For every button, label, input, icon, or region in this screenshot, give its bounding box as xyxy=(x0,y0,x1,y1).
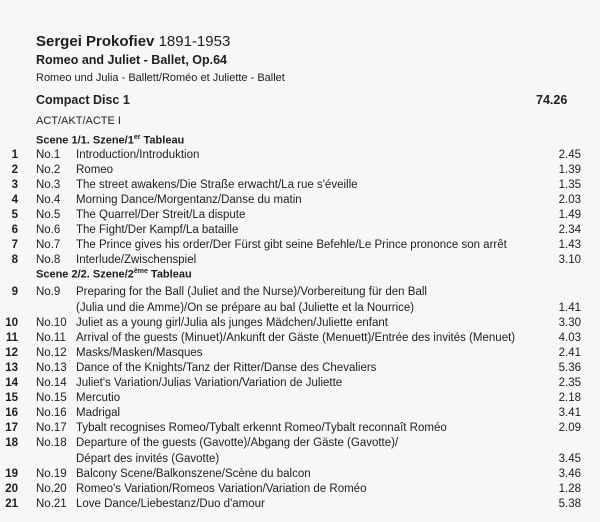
scene-heading-main: Scene 2/2. Szene/2 xyxy=(36,268,134,281)
track-number: 14 xyxy=(5,377,18,389)
track-duration: 4.03 xyxy=(558,332,581,344)
track-row-continuation xyxy=(0,301,600,315)
track-number: 18 xyxy=(5,437,18,449)
track-number: 3 xyxy=(11,179,18,191)
movement-number: No.17 xyxy=(36,422,67,434)
track-row xyxy=(0,467,600,481)
track-number: 16 xyxy=(5,407,18,419)
track-row xyxy=(0,148,600,162)
track-title: Romeo's Variation/Romeos Variation/Variation de Roméo xyxy=(76,483,367,495)
movement-number: No.21 xyxy=(36,498,67,510)
track-number: 2 xyxy=(11,164,18,176)
track-title: Masks/Masken/Masques xyxy=(76,347,203,359)
track-duration: 2.45 xyxy=(558,149,581,161)
track-title: The street awakens/Die Straße erwacht/La rue s'éveille xyxy=(76,179,358,191)
track-title: Madrigal xyxy=(76,407,121,419)
track-title: The Quarrel/Der Streit/La dispute xyxy=(76,209,246,221)
track-duration: 3.41 xyxy=(558,407,581,419)
track-duration: 1.39 xyxy=(558,164,581,176)
movement-number: No.13 xyxy=(36,362,67,374)
track-duration: 5.38 xyxy=(558,498,581,510)
track-row xyxy=(0,346,600,360)
track-title: Juliet's Variation/Julias Variation/Variation de Juliette xyxy=(76,377,343,389)
track-title: Balcony Scene/Balkonszene/Scène du balcon xyxy=(76,468,311,480)
track-number: 21 xyxy=(5,498,18,510)
track-title: Preparing for the Ball (Juliet and the Nurse)/Vorbereitung für den Ball xyxy=(76,286,427,298)
track-duration: 5.36 xyxy=(558,362,581,374)
track-duration: 1.35 xyxy=(558,179,581,191)
scene-heading-2 xyxy=(36,268,192,281)
track-title: Love Dance/Liebestanz/Duo d'amour xyxy=(76,498,265,510)
track-row xyxy=(0,361,600,375)
track-number: 1 xyxy=(11,149,18,161)
track-number: 11 xyxy=(5,332,18,344)
track-duration: 1.49 xyxy=(558,209,581,221)
track-row xyxy=(0,178,600,192)
movement-number: No.8 xyxy=(36,254,61,266)
track-row xyxy=(0,253,600,267)
track-duration: 1.41 xyxy=(558,301,581,314)
track-title: Arrival of the guests (Minuet)/Ankunft der Gäste (Menuett)/Entrée des invités (Menuet) xyxy=(76,332,516,344)
track-number: 6 xyxy=(11,224,18,236)
track-title: The Prince gives his order/Der Fürst gibt seine Befehle/Le Prince prononce son arrêt xyxy=(76,239,507,251)
track-number: 10 xyxy=(5,317,18,329)
scene-heading-sup: er xyxy=(133,134,141,141)
movement-number: No.6 xyxy=(36,224,61,236)
track-title: Dance of the Knights/Tanz der Ritter/Danse des Chevaliers xyxy=(76,362,377,374)
track-row xyxy=(0,406,600,420)
track-row xyxy=(0,285,600,299)
track-row-continuation xyxy=(0,452,600,466)
track-number: 13 xyxy=(5,362,18,374)
movement-number: No.14 xyxy=(36,377,67,389)
track-duration: 2.35 xyxy=(558,377,581,389)
track-row xyxy=(0,238,600,252)
track-row xyxy=(0,421,600,435)
track-row xyxy=(0,376,600,390)
track-duration: 2.09 xyxy=(558,422,581,434)
track-title: Morning Dance/Morgentanz/Danse du matin xyxy=(76,194,302,206)
track-duration: 2.41 xyxy=(558,347,581,359)
track-duration: 2.03 xyxy=(558,194,581,206)
movement-number: No.11 xyxy=(36,332,66,344)
composer-years: 1891-1953 xyxy=(158,33,231,50)
scene-heading-main: Scene 1/1. Szene/1 xyxy=(36,134,134,147)
movement-number: No.4 xyxy=(36,194,61,206)
movement-number: No.18 xyxy=(36,437,67,449)
track-number: 7 xyxy=(11,239,18,251)
track-duration: 1.43 xyxy=(558,239,581,251)
movement-number: No.2 xyxy=(36,164,61,176)
track-row xyxy=(0,391,600,405)
track-row xyxy=(0,316,600,330)
track-duration: 3.30 xyxy=(558,317,581,329)
disc-label: Compact Disc 1 xyxy=(36,93,130,107)
track-title: Mercutio xyxy=(76,392,121,404)
track-row xyxy=(0,436,600,450)
track-title: Juliet as a young girl/Julia als junges Mädchen/Juliette enfant xyxy=(76,317,388,329)
scene-heading-sup: ème xyxy=(133,268,148,275)
track-title: Romeo xyxy=(76,164,114,176)
track-number: 15 xyxy=(5,392,18,404)
work-title: Romeo and Juliet - Ballet, Op.64 xyxy=(36,53,228,67)
act-heading: ACT/AKT/ACTE I xyxy=(36,115,121,127)
composer-line xyxy=(36,33,230,50)
track-duration: 2.34 xyxy=(558,224,581,236)
composer-name: Sergei Prokofiev xyxy=(36,33,155,50)
track-title: (Julia und die Amme)/On se prépare au bal (Juliette et la Nourrice) xyxy=(76,301,415,314)
movement-number: No.15 xyxy=(36,392,67,404)
track-number: 12 xyxy=(5,347,18,359)
movement-number: No.19 xyxy=(36,468,67,480)
movement-number: No.7 xyxy=(36,239,61,251)
track-row xyxy=(0,163,600,177)
movement-number: No.3 xyxy=(36,179,61,191)
scene-heading-rest: Tableau xyxy=(147,268,192,281)
scene-heading-1 xyxy=(36,134,184,147)
disc-total-time: 74.26 xyxy=(536,93,568,107)
track-title: The Fight/Der Kampf/La bataille xyxy=(76,224,239,236)
track-number: 17 xyxy=(5,422,18,434)
track-duration: 3.10 xyxy=(558,254,581,266)
track-title: Introduction/Introduktion xyxy=(76,149,200,161)
track-duration: 1.28 xyxy=(558,483,581,495)
track-number: 8 xyxy=(11,254,18,266)
track-title: Interlude/Zwischenspiel xyxy=(76,254,197,266)
track-title: Départ des invités (Gavotte) xyxy=(76,452,220,465)
track-number: 20 xyxy=(5,483,18,495)
track-row xyxy=(0,497,600,511)
movement-number: No.10 xyxy=(36,317,67,329)
track-row xyxy=(0,482,600,496)
track-row xyxy=(0,223,600,237)
track-number: 9 xyxy=(11,286,18,298)
track-duration: 2.18 xyxy=(558,392,581,404)
movement-number: No.20 xyxy=(36,483,67,495)
movement-number: No.12 xyxy=(36,347,67,359)
movement-number: No.5 xyxy=(36,209,61,221)
movement-number: No.9 xyxy=(36,286,61,298)
track-row xyxy=(0,331,600,345)
track-number: 19 xyxy=(5,468,18,480)
movement-number: No.16 xyxy=(36,407,67,419)
track-number: 5 xyxy=(11,209,18,221)
scene-heading-rest: Tableau xyxy=(140,134,185,147)
track-title: Tybalt recognises Romeo/Tybalt erkennt Romeo/Tybalt reconnaît Roméo xyxy=(76,422,447,434)
track-number: 4 xyxy=(11,194,18,206)
work-subtitle: Romeo und Julia - Ballett/Roméo et Juliette - Ballet xyxy=(36,72,285,84)
track-duration: 3.45 xyxy=(558,452,581,465)
track-duration: 3.46 xyxy=(558,468,581,480)
track-row xyxy=(0,208,600,222)
track-title: Departure of the guests (Gavotte)/Abgang der Gäste (Gavotte)/ xyxy=(76,437,399,449)
track-row xyxy=(0,193,600,207)
movement-number: No.1 xyxy=(36,149,61,161)
